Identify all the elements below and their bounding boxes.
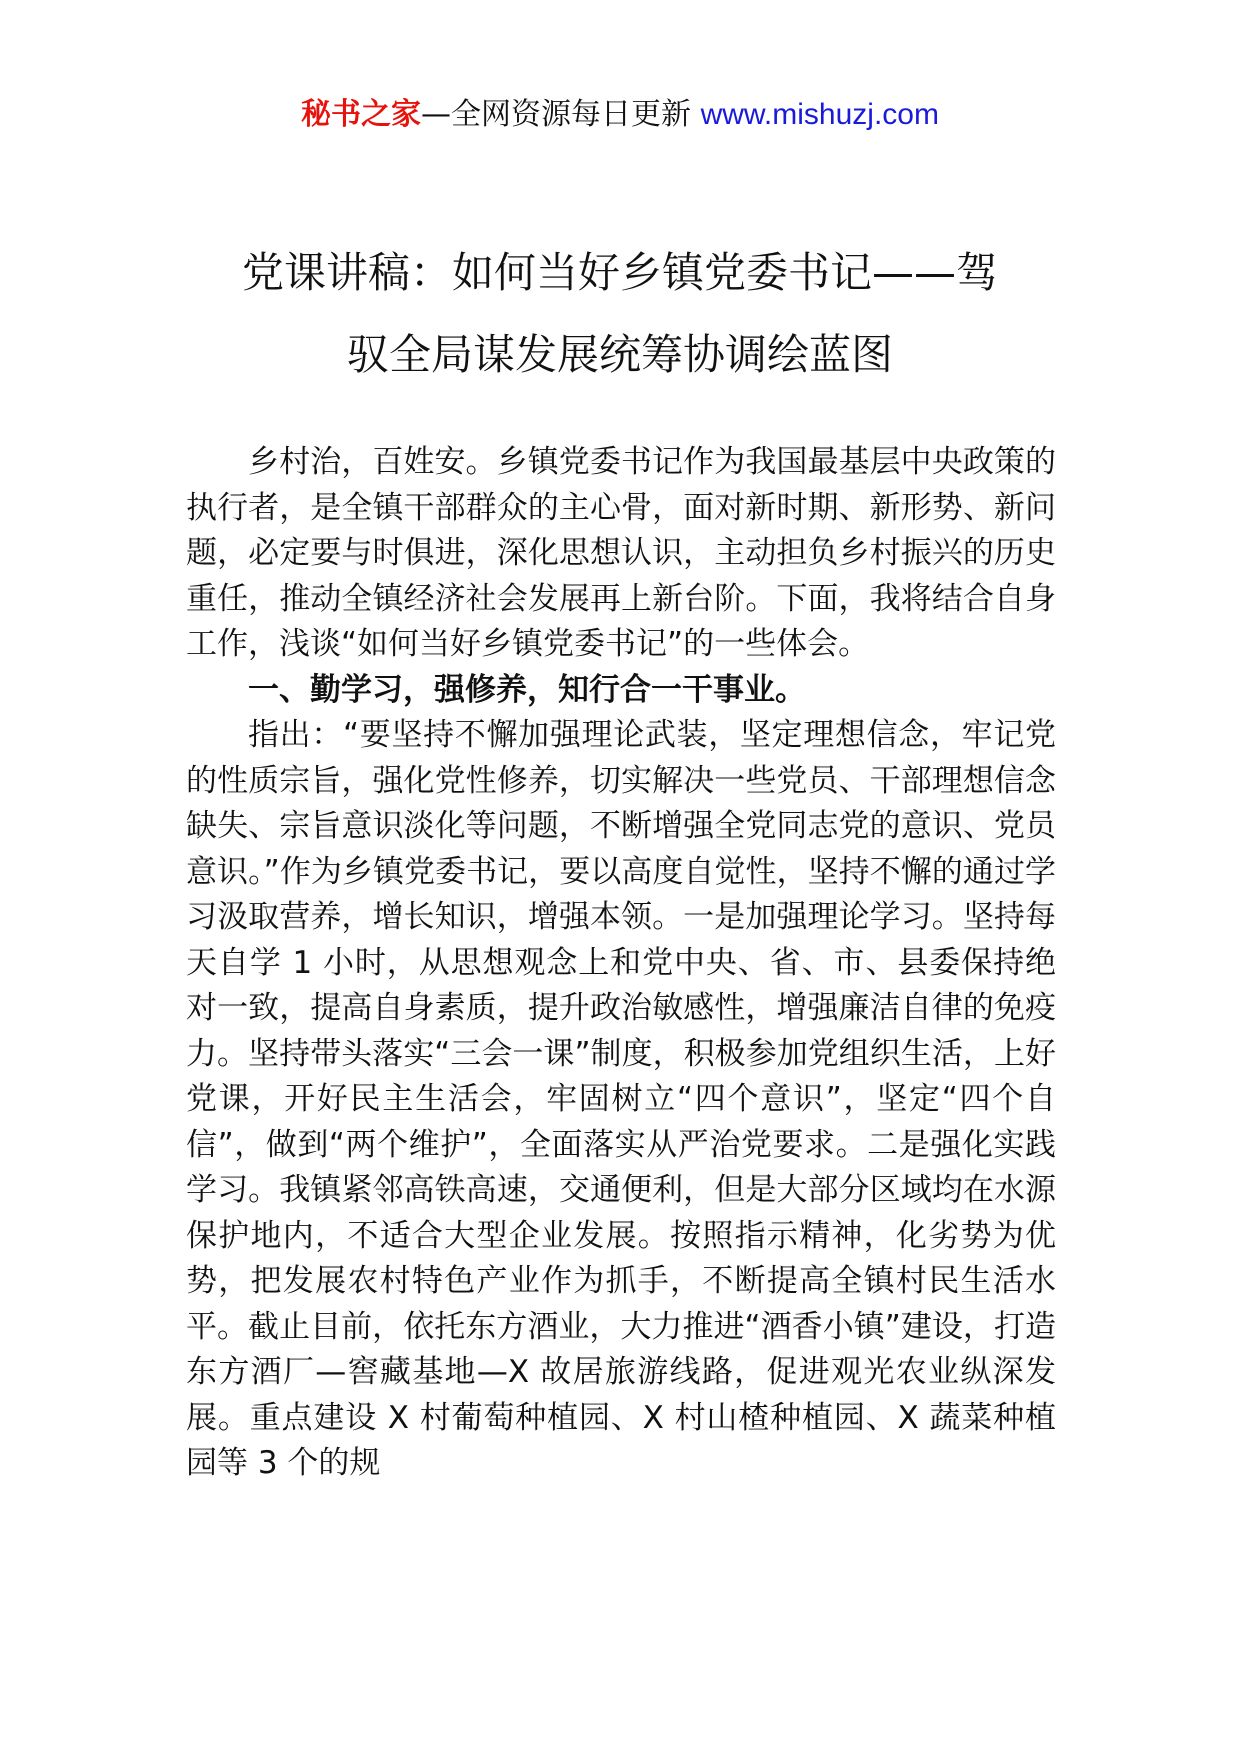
section-paragraph-1: 指出：“要坚持不懈加强理论武装，坚定理想信念，牢记党的性质宗旨，强化党性修养，切实解决一些党员、干部理想信念缺失、宗旨意识淡化等问题，不断增强全党同志党的意识、党员意识。”作为乡镇党委书记，要以高度自觉性，坚持不懈的通过学习汲取营养，增长知识，增强本领。一是加强理论学习。坚持每天自学 1 小时，从思想观念上和党中央、省、市、县委保持绝对一致，提高自身素质，提升政治敏感性，增强廉洁自律的免疫力。坚持带头落实“三会一课”制度，积极参加党组织生活，上好党课，开好民主生活会，牢固树立“四个意识”，坚定“四个自信”，做到“两个维护”，全面落实从严治党要求。二是强化实践学习。我镇紧邻高铁高速，交通便利，但是大部分区域均在水源保护地内，不适合大型企业发展。按照指示精神，化劣势为优势，把发展农村特色产业作为抓手，不断提高全镇村民生活水平。截止目前，依托东方酒业，大力推进“酒香小镇”建设，打造东方酒厂—窖藏基地—X 故居旅游线路，促进观光农业纵深发展。重点建设 X 村葡萄种植园、X 村山楂种植园、X 蔬菜种植园等 3 个的规 bbox=[186, 717, 1056, 1481]
site-tagline: —全网资源每日更新 bbox=[421, 97, 701, 132]
title-line-1: 党课讲稿：如何当好乡镇党委书记——驾 bbox=[241, 248, 998, 297]
site-header bbox=[0, 95, 1240, 135]
site-url-link[interactable]: www.mishuzj.com bbox=[700, 98, 939, 131]
title-line-2: 驭全局谋发展统筹协调绘蓝图 bbox=[346, 330, 893, 379]
document-title bbox=[150, 232, 1090, 396]
section-heading-1: 一、勤学习，强修养，知行合一干事业。 bbox=[248, 671, 806, 708]
site-brand: 秘书之家 bbox=[301, 97, 422, 132]
intro-paragraph: 乡村治，百姓安。乡镇党委书记作为我国最基层中央政策的执行者，是全镇干部群众的主心骨，面对新时期、新形势、新问题，必定要与时俱进，深化思想认识，主动担负乡村振兴的历史重任，推动全镇经济社会发展再上新台阶。下面，我将结合自身工作，浅谈“如何当好乡镇党委书记”的一些体会。 bbox=[186, 444, 1056, 662]
document-body bbox=[186, 440, 1056, 1487]
